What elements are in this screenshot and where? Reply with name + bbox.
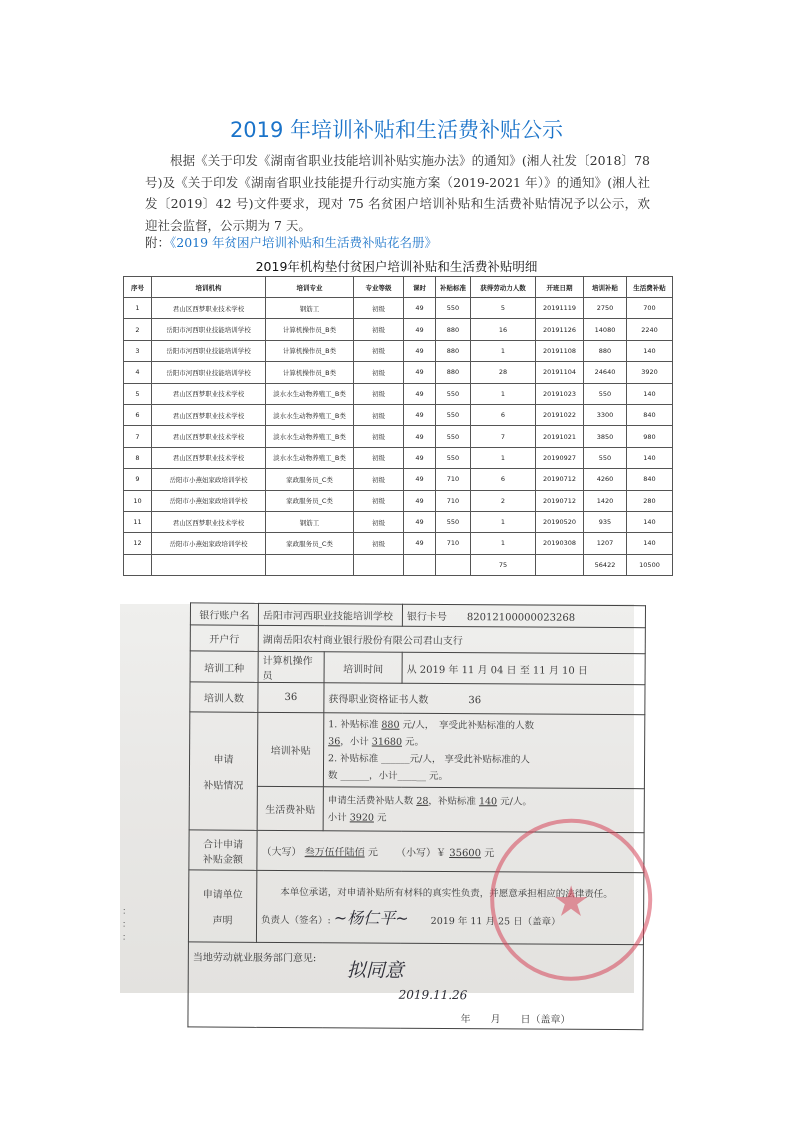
table-cell: 49: [404, 319, 436, 340]
table-cell: 11: [124, 511, 152, 532]
cert-label: 获得职业资格证书人数: [328, 694, 429, 706]
table-cell: 49: [404, 340, 436, 361]
ts-standard: 880: [381, 719, 400, 731]
trade-label: 培训工种: [190, 651, 258, 682]
table-cell: 岳阳市小燕妞家政培训学校: [152, 490, 266, 511]
table-cell: 20191126: [536, 319, 584, 340]
table-cell: 12: [124, 533, 152, 554]
total-upper: 叁万伍仟陆佰: [304, 847, 365, 859]
statement-text: 本单位承诺，对申请补贴所有材料的真实性负责，并愿意承担相应的法律责任。: [280, 886, 613, 901]
header-cell: 开班日期: [536, 277, 584, 298]
table-cell: 初级: [354, 383, 404, 404]
header-cell: 专业等级: [354, 277, 404, 298]
table-cell: 钢筋工: [266, 511, 354, 532]
table-cell: 7: [471, 426, 536, 447]
table-cell: 140: [627, 383, 673, 404]
ts-count: 36: [328, 735, 341, 747]
unit-label-line2: 声明: [212, 915, 233, 927]
ts-line3: 2. 补贴标准 ______元/人， 享受此补贴标准的人: [328, 752, 530, 766]
dept-label: 当地劳动就业服务部门意见:: [192, 952, 317, 965]
lv-subtotal: 3920: [349, 811, 374, 824]
table-cell: 550: [436, 383, 471, 404]
table-cell: 初级: [354, 447, 404, 468]
table-cell: 20190308: [536, 533, 584, 554]
table-cell: 5: [124, 383, 152, 404]
lv-h: 元: [376, 812, 387, 824]
table-cell: 君山区西梦职业技术学校: [152, 426, 266, 447]
total-lower: 35600: [449, 848, 482, 860]
trainees-label: 培训人数: [190, 682, 258, 712]
handwritten-date: 2019.11.26: [398, 987, 468, 1003]
table-cell: 20191119: [536, 298, 584, 319]
table-cell: 14080: [584, 319, 627, 340]
table-row: [124, 383, 673, 404]
lv-e: 元/人。: [500, 795, 532, 808]
table-cell: 935: [584, 511, 627, 532]
training-subsidy-detail: [323, 713, 644, 789]
table-cell: 2: [471, 490, 536, 511]
table-cell: 550: [436, 426, 471, 447]
table-cell: 岳阳市河西职业技能培训学校: [152, 340, 266, 361]
bank-account-name-label: 银行账户名: [190, 603, 258, 625]
table-cell: 计算机操作员_B类: [266, 319, 354, 340]
total-lower-label: （小写）￥: [401, 847, 447, 859]
attachment-line: [145, 232, 437, 253]
table-cell: 2: [124, 319, 152, 340]
bank-card-cell: [402, 604, 645, 627]
table-cell: 淡水水生动物养殖工_B类: [266, 426, 354, 447]
table-cell: 49: [404, 298, 436, 319]
table-cell: 10: [124, 490, 152, 511]
table-cell: 君山区西梦职业技术学校: [152, 383, 266, 404]
table-cell: 49: [404, 383, 436, 404]
table-cell: 20191023: [536, 383, 584, 404]
table-cell: 550: [436, 298, 471, 319]
table-cell: 1: [124, 298, 152, 319]
subsidy-table: [123, 276, 673, 576]
table-cell: 初级: [354, 362, 404, 383]
table-cell: 1: [471, 511, 536, 532]
table-cell: 家政服务员_C类: [266, 469, 354, 490]
ts-line2-d: 元。: [405, 736, 425, 748]
bank-card-label: 银行卡号: [406, 611, 447, 623]
table-cell: 3: [124, 340, 152, 361]
table-cell: 初级: [354, 340, 404, 361]
apply-label-line1: 申请: [213, 754, 234, 766]
cert-cell: [324, 683, 645, 715]
table-row: [124, 533, 673, 554]
lv-f: 小计: [327, 811, 347, 823]
table-cell: 君山区西梦职业技术学校: [152, 404, 266, 425]
ts-line2-b: ，小计: [340, 735, 369, 748]
table-row: [124, 511, 673, 532]
table-row: [124, 340, 673, 361]
table-cell: 岳阳市河西职业技能培训学校: [152, 362, 266, 383]
dept-date: 年 月 日（盖章）: [460, 1014, 571, 1026]
table-row: [124, 404, 673, 425]
table-cell: 840: [627, 469, 673, 490]
table-row: [124, 426, 673, 447]
bank-name: 湖南岳阳农村商业银行股份有限公司君山支行: [258, 625, 645, 653]
table-header-row: [124, 277, 673, 298]
apply-label: [189, 712, 258, 830]
table-cell: 49: [404, 511, 436, 532]
table-cell: 岳阳市小燕妞家政培训学校: [152, 469, 266, 490]
table-cell: 初级: [354, 404, 404, 425]
header-cell: 课时: [404, 277, 436, 298]
header-cell: 获得劳动力人数: [471, 277, 536, 298]
header-cell: 生活费补贴: [627, 277, 673, 298]
apply-label-line2: 补贴情况: [203, 780, 244, 792]
table-row: [124, 319, 673, 340]
table-cell: 710: [436, 533, 471, 554]
table-cell: 28: [471, 362, 536, 383]
table-cell: 6: [471, 469, 536, 490]
table-cell: 880: [584, 340, 627, 361]
trainees-value: 36: [258, 682, 324, 712]
table-row: [124, 298, 673, 319]
table-cell: 初级: [354, 511, 404, 532]
header-cell: 培训补贴: [584, 277, 627, 298]
table-cell: 49: [404, 404, 436, 425]
table-cell: 家政服务员_C类: [266, 533, 354, 554]
application-form-photo: [120, 604, 634, 1026]
table-cell: 49: [404, 426, 436, 447]
sign-date: 2019 年 11 月 25 日（盖章）: [430, 915, 561, 928]
table-row: [124, 447, 673, 468]
bank-card-number: 82012100000023268: [466, 612, 576, 624]
table-cell: 7: [124, 426, 152, 447]
table-cell: 49: [404, 533, 436, 554]
table-cell: 6: [124, 404, 152, 425]
table-cell: 710: [436, 490, 471, 511]
table-row: [124, 490, 673, 511]
header-cell: 培训专业: [266, 277, 354, 298]
table-cell: 550: [584, 383, 627, 404]
table-cell: 初级: [354, 533, 404, 554]
table-cell: 8: [124, 447, 152, 468]
table-cell: 淡水水生动物养殖工_B类: [266, 404, 354, 425]
table-cell: 49: [404, 469, 436, 490]
sign-label: 负责人（签名）:: [261, 914, 331, 927]
table-cell: 初级: [354, 298, 404, 319]
time-value: 从 2019 年 11 月 04 日 至 11 月 10 日: [402, 652, 645, 684]
table-cell: 岳阳市河西职业技能培训学校: [152, 319, 266, 340]
table-cell: 3850: [584, 426, 627, 447]
handwritten-approval: 拟同意: [346, 959, 404, 982]
table-cell: 20191022: [536, 404, 584, 425]
table-title: 2019年机构垫付贫困户培训补贴和生活费补贴明细: [255, 259, 538, 274]
page-title: 2019 年培训补贴和生活费补贴公示: [229, 118, 564, 142]
table-cell: 9: [124, 469, 152, 490]
ts-subtotal: 31680: [371, 736, 403, 748]
table-cell: 20191108: [536, 340, 584, 361]
ts-line4: 数 ______，小计______ 元。: [327, 769, 449, 782]
lv-c: ，补贴标准: [428, 795, 476, 807]
training-subsidy-label: 培训补贴: [257, 712, 323, 786]
table-total-row: [124, 554, 673, 575]
table-cell: 710: [436, 469, 471, 490]
trade-value: 计算机操作员: [258, 651, 324, 682]
table-cell: 550: [436, 447, 471, 468]
table-cell: 2750: [584, 298, 627, 319]
cert-value: 36: [468, 695, 482, 707]
table-cell: 6: [471, 404, 536, 425]
total-people: 75: [471, 554, 536, 575]
table-cell: 淡水水生动物养殖工_B类: [266, 383, 354, 404]
table-cell: 20190927: [536, 447, 584, 468]
table-cell: 3300: [584, 404, 627, 425]
table-cell: 49: [404, 490, 436, 511]
table-cell: 1: [471, 340, 536, 361]
table-cell: 49: [404, 362, 436, 383]
table-cell: 3920: [627, 362, 673, 383]
total-living: 10500: [627, 554, 673, 575]
living-subsidy-label: 生活费补贴: [257, 786, 323, 830]
lv-a: 申请生活费补贴人数: [327, 794, 414, 807]
time-label: 培训时间: [324, 652, 402, 683]
table-row: [124, 362, 673, 383]
seal-star-icon: ★: [552, 876, 590, 926]
table-cell: 家政服务员_C类: [266, 490, 354, 511]
ts-line1-a: 1. 补贴标准: [328, 718, 379, 731]
table-cell: 140: [627, 533, 673, 554]
table-cell: 君山区西梦职业技术学校: [152, 511, 266, 532]
table-cell: 550: [436, 511, 471, 532]
total-label-line1: 合计申请: [202, 839, 244, 851]
photo-edge-marks: ： ： ：: [121, 907, 132, 944]
header-cell: 培训机构: [152, 277, 266, 298]
total-yuan2: 元: [484, 848, 495, 860]
table-cell: 君山区西梦职业技术学校: [152, 298, 266, 319]
table-cell: 初级: [354, 319, 404, 340]
table-cell: 700: [627, 298, 673, 319]
table-cell: 880: [436, 362, 471, 383]
table-cell: 1420: [584, 490, 627, 511]
table-cell: 550: [436, 404, 471, 425]
table-cell: 20190712: [536, 490, 584, 511]
total-label-line2: 补贴金额: [202, 854, 243, 866]
table-cell: 980: [627, 426, 673, 447]
unit-label-line1: 申请单位: [202, 889, 243, 901]
attachment-link[interactable]: 《2019 年贫困户培训补贴和生活费补贴花名册》: [170, 235, 438, 250]
table-cell: 计算机操作员_B类: [266, 362, 354, 383]
table-cell: 初级: [354, 426, 404, 447]
ts-line1-c: 元/人， 享受此补贴标准的人数: [402, 719, 535, 732]
table-cell: 880: [436, 340, 471, 361]
header-cell: 补贴标准: [436, 277, 471, 298]
table-cell: 4: [124, 362, 152, 383]
table-cell: 280: [627, 490, 673, 511]
official-seal-icon: [490, 818, 653, 981]
table-cell: 淡水水生动物养殖工_B类: [266, 447, 354, 468]
table-cell: 24640: [584, 362, 627, 383]
bank-label: 开户行: [190, 625, 258, 651]
table-cell: 君山区西梦职业技术学校: [152, 447, 266, 468]
unit-label: [188, 870, 256, 942]
table-cell: 20191021: [536, 426, 584, 447]
table-cell: 计算机操作员_B类: [266, 340, 354, 361]
lv-count: 28: [416, 795, 429, 807]
table-cell: 2240: [627, 319, 673, 340]
signature: ~杨仁平~: [333, 908, 409, 928]
total-yuan: 元: [367, 847, 378, 859]
table-cell: 20190712: [536, 469, 584, 490]
table-cell: 140: [627, 340, 673, 361]
table-row: [124, 469, 673, 490]
table-cell: 16: [471, 319, 536, 340]
bank-account-name: 岳阳市河西职业技能培训学校: [258, 603, 402, 626]
total-upper-label: （大写）: [261, 846, 302, 859]
table-cell: 49: [404, 447, 436, 468]
table-cell: 840: [627, 404, 673, 425]
table-cell: 4260: [584, 469, 627, 490]
table-cell: 1207: [584, 533, 627, 554]
table-cell: 1: [471, 383, 536, 404]
total-label: [189, 830, 257, 870]
table-cell: 550: [584, 447, 627, 468]
table-cell: 初级: [354, 490, 404, 511]
attachment-prefix: 附：: [145, 235, 171, 250]
lv-standard: 140: [478, 795, 498, 807]
table-cell: 岳阳市小燕妞家政培训学校: [152, 533, 266, 554]
intro-paragraph: 根据《关于印发《湖南省职业技能培训补贴实施办法》的通知》(湘人社发〔2018〕78号)及《关于印发《湖南省职业技能提升行动实施方案（2019-2021 年）》的通知》(湘人社发〔2019〕42 号)文件要求，现对 75 名贫困户培训补贴和生活费补贴情况予以公示，欢迎社会监督，公示期为 7 天。: [145, 153, 650, 233]
table-cell: 880: [436, 319, 471, 340]
table-cell: 20190520: [536, 511, 584, 532]
table-cell: 140: [627, 511, 673, 532]
table-cell: 初级: [354, 469, 404, 490]
total-training: 56422: [584, 554, 627, 575]
table-cell: 1: [471, 533, 536, 554]
table-cell: 140: [627, 447, 673, 468]
table-cell: 5: [471, 298, 536, 319]
header-cell: 序号: [124, 277, 152, 298]
table-cell: 钢筋工: [266, 298, 354, 319]
table-cell: 1: [471, 447, 536, 468]
table-cell: 20191104: [536, 362, 584, 383]
